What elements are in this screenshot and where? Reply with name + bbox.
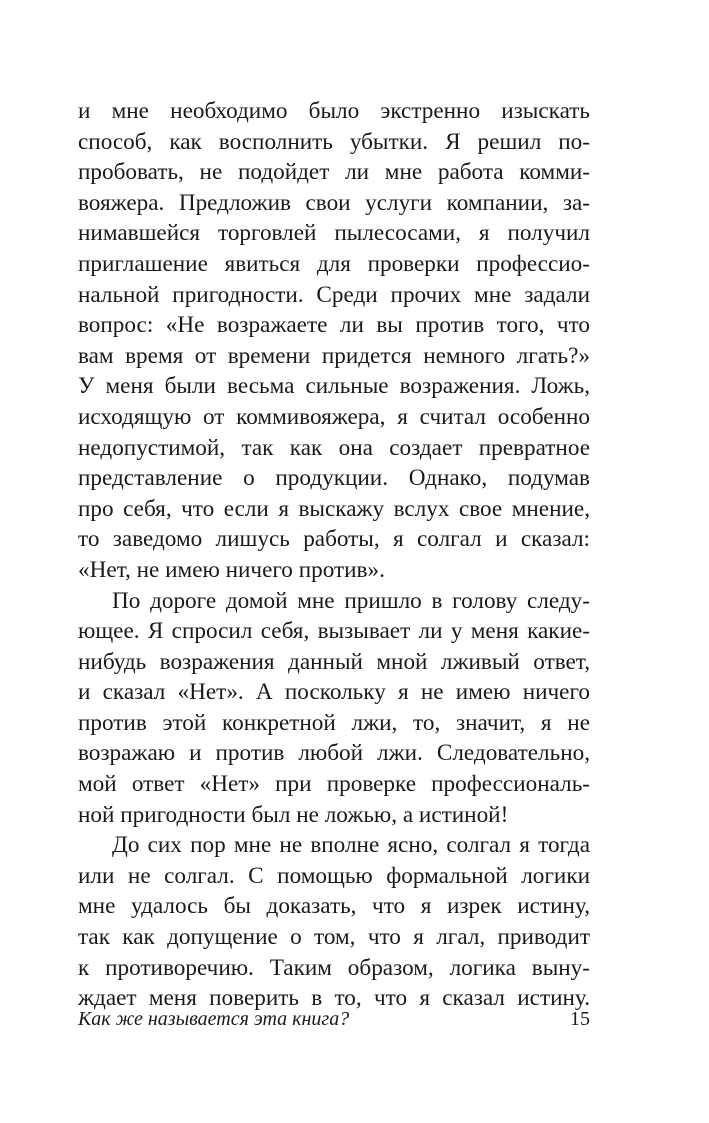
text-line: про себя, что если я выскажу вслух свое мнение, — [78, 495, 590, 522]
text-line: «Нет, не имею ничего против». — [78, 556, 385, 583]
text-line: способ, как восполнить убытки. Я решил по- — [78, 128, 590, 155]
text-line: вопрос: «Не возражаете ли вы против того, что — [78, 312, 590, 339]
text-line: против этой конкретной лжи, то, значит, я не — [78, 709, 590, 736]
text-line: и мне необходимо было экстренно изыскать — [78, 98, 590, 124]
text-line: недопустимой, так как она создает превратное — [78, 434, 590, 461]
text-line: представление о продукции. Однако, подумав — [78, 465, 590, 492]
page-number: 15 — [570, 1008, 590, 1030]
text-line: вояжера. Предложив свои услуги компании, за- — [78, 189, 590, 216]
text-line: приглашение явиться для проверки профессио- — [78, 250, 590, 277]
text-line: нимавшейся торговлей пылесосами, я получил — [78, 220, 590, 247]
running-title: Как же называется эта книга? — [78, 1008, 350, 1030]
body-text — [78, 96, 590, 1014]
text-line: нальной пригодности. Среди прочих мне задали — [78, 281, 590, 308]
text-line: ной пригодности был не ложью, а истиной! — [78, 801, 509, 828]
page-footer — [78, 1003, 590, 1035]
text-line: к противоречию. Таким образом, логика выну- — [78, 954, 590, 981]
text-line: До сих пор мне не вполне ясно, солгал я тогда — [112, 832, 590, 859]
text-line: возражаю и против любой лжи. Следовательно, — [78, 740, 590, 767]
text-line: так как допущение о том, что я лгал, приводит — [78, 924, 590, 951]
text-line: исходящую от коммивояжера, я считал особенно — [78, 403, 590, 430]
text-line: нибудь возражения данный мной лживый ответ, — [78, 648, 590, 675]
text-line: и сказал «Нет». А поскольку я не имею ничего — [78, 679, 590, 706]
text-line: то заведомо лишусь работы, я солгал и сказал: — [78, 526, 590, 553]
text-line: мой ответ «Нет» при проверке профессиональ- — [78, 771, 590, 798]
text-line: вам время от времени придется немного лгать?» — [78, 342, 590, 369]
text-line: или не солгал. С помощью формальной логики — [78, 862, 590, 889]
text-line: По дороге домой мне пришло в голову следу- — [112, 587, 590, 614]
text-line: У меня были весьма сильные возражения. Ложь, — [78, 373, 590, 400]
text-line: ющее. Я спросил себя, вызывает ли у меня какие- — [78, 618, 590, 645]
text-line: пробовать, не подойдет ли мне работа комми- — [78, 159, 590, 186]
text-line: мне удалось бы доказать, что я изрек истину, — [78, 893, 590, 920]
text-line: ждает меня поверить в то, что я сказал истину. — [78, 985, 590, 1012]
